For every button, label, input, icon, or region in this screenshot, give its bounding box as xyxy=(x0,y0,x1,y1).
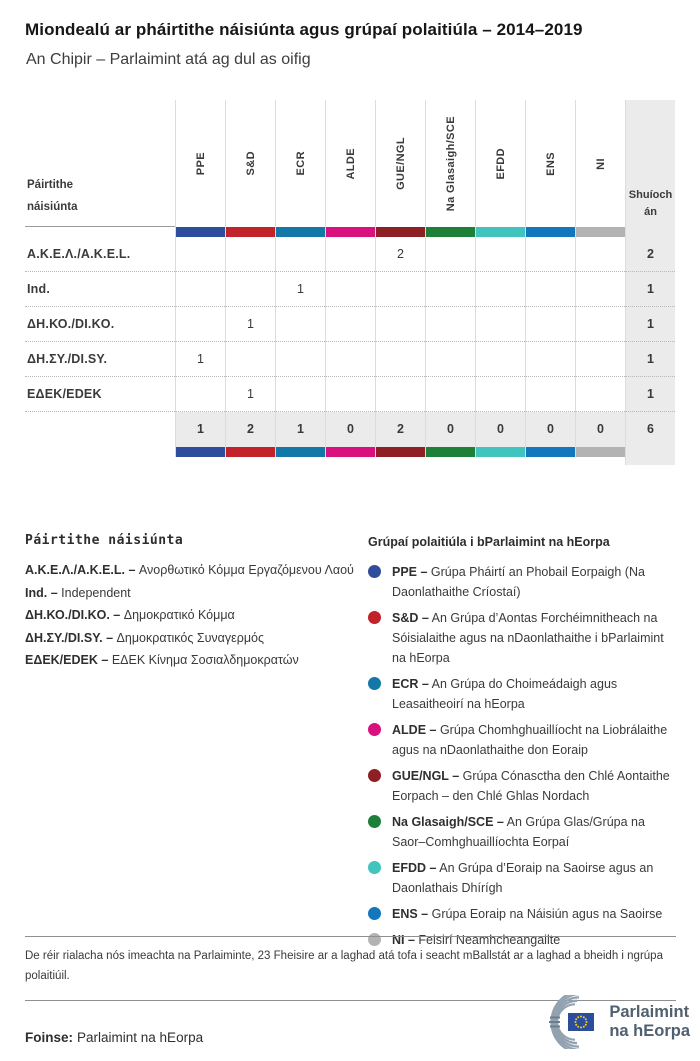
table-corner-header xyxy=(25,100,175,227)
legend-item-efdd: EFDD – An Grúpa d’Eoraip na Saoirse agus an Daonlathais Dhírígh xyxy=(368,858,676,898)
legend-item-glasaigh: Na Glasaigh/SCE – An Grúpa Glas/Grúpa na Saor–Comhghuaillíochta Eorpaí xyxy=(368,812,676,852)
ecr-color-dot xyxy=(368,677,381,690)
cell xyxy=(575,237,625,272)
group-color-bar-glasaigh xyxy=(425,447,475,457)
cell xyxy=(325,272,375,307)
cell xyxy=(175,237,225,272)
cell xyxy=(525,237,575,272)
cell: 1 xyxy=(275,272,325,307)
glasaigh-color-dot xyxy=(368,815,381,828)
cell xyxy=(425,307,475,342)
legend-item-alde: ALDE – Grúpa Chomhghuaillíocht na Liobrálaithe agus na nDaonlathaithe don Eoraip xyxy=(368,720,676,760)
total-cell: 2 xyxy=(375,412,425,447)
cell xyxy=(575,307,625,342)
legend-item: Ind. – Independent xyxy=(25,585,131,600)
group-color-bar-ppe xyxy=(175,227,225,237)
legend-item: ΕΔΕΚ/EDEK – ΕΔΕΚ Κίνημα Σοσιαλδημοκρατών xyxy=(25,653,299,667)
logo-text: Parlaimint na hEorpa xyxy=(609,1003,690,1040)
cell xyxy=(475,377,525,412)
efdd-color-dot xyxy=(368,861,381,874)
cell xyxy=(425,377,475,412)
column-header-ecr: ECR xyxy=(275,100,325,227)
guengl-color-dot xyxy=(368,769,381,782)
cell xyxy=(525,342,575,377)
seats-column-fill xyxy=(625,227,675,237)
total-cell: 2 xyxy=(225,412,275,447)
total-seats-cell: 6 xyxy=(625,412,675,447)
cell xyxy=(325,342,375,377)
cell xyxy=(275,307,325,342)
group-color-bar-sd xyxy=(225,227,275,237)
european-parliament-logo xyxy=(530,995,690,1049)
hemicycle-eu-flag-icon xyxy=(530,995,602,1049)
total-cell: 1 xyxy=(175,412,225,447)
legend-item: Α.Κ.Ε.Λ./A.K.E.L. – Ανορθωτικό Κόμμα Εργαζόμενου Λαού xyxy=(25,563,354,577)
cell xyxy=(475,307,525,342)
legend-item-ppe: PPE – Grúpa Pháirtí an Phobail Eorpaigh (Na Daonlathaithe Críostaí) xyxy=(368,562,676,602)
total-cell: 1 xyxy=(275,412,325,447)
seats-cell: 1 xyxy=(625,342,675,377)
group-color-bar-ens xyxy=(525,447,575,457)
alde-color-dot xyxy=(368,723,381,736)
group-color-bar-alde xyxy=(325,447,375,457)
seats-cell: 1 xyxy=(625,377,675,412)
cell: 2 xyxy=(375,237,425,272)
group-color-bar-sd xyxy=(225,447,275,457)
total-cell: 0 xyxy=(325,412,375,447)
spacer xyxy=(25,227,175,237)
page-subtitle: An Chipir – Parlaimint atá ag dul as oifig xyxy=(26,51,311,68)
total-cell: 0 xyxy=(475,412,525,447)
cell xyxy=(375,307,425,342)
cell: 1 xyxy=(175,342,225,377)
group-color-bar-guengl xyxy=(375,447,425,457)
legend-item: ΔΗ.ΚΟ./DI.KO. – Δημοκρατικό Κόμμα xyxy=(25,608,235,622)
spacer xyxy=(25,447,175,457)
legend-item: ΔΗ.ΣΥ./DI.SY. – Δημοκρατικός Συναγερμός xyxy=(25,630,265,645)
political-groups-legend xyxy=(368,535,676,956)
sd-color-dot xyxy=(368,611,381,624)
cell xyxy=(575,342,625,377)
column-header-sd: S&D xyxy=(225,100,275,227)
seats-column-footer xyxy=(625,447,675,465)
group-color-bar-efdd xyxy=(475,227,525,237)
column-header-efdd: EFDD xyxy=(475,100,525,227)
ens-color-dot xyxy=(368,907,381,920)
group-color-bar-ni xyxy=(575,227,625,237)
column-header-alde: ALDE xyxy=(325,100,375,227)
cell xyxy=(425,237,475,272)
column-header-ni: NI xyxy=(575,100,625,227)
legend-item-guengl: GUE/NGL – Grúpa Cónasctha den Chlé Aontaithe Eorpach – den Chlé Ghlas Nordach xyxy=(368,766,676,806)
cell xyxy=(475,272,525,307)
seats-cell: 1 xyxy=(625,307,675,342)
cell: 1 xyxy=(225,307,275,342)
party-label: Ind. xyxy=(25,272,175,307)
column-header-seats: Shuíochán xyxy=(625,100,675,227)
cell xyxy=(525,272,575,307)
party-label: Α.Κ.Ε.Λ./A.K.E.L. xyxy=(25,237,175,272)
legend-item-ni: NI – Feisirí Neamhcheangailte xyxy=(368,930,676,950)
cell xyxy=(175,307,225,342)
page-title: Miondealú ar pháirtithe náisiúnta agus grúpaí polaitiúla – 2014–2019 xyxy=(25,20,583,39)
cell xyxy=(325,307,375,342)
legend-title: Páirtithe náisiúnta xyxy=(25,533,184,548)
party-label: ΔΗ.ΣΥ./DI.SY. xyxy=(25,342,175,377)
group-color-bar-alde xyxy=(325,227,375,237)
cell xyxy=(225,342,275,377)
cell xyxy=(275,377,325,412)
seats-cell: 1 xyxy=(625,272,675,307)
source-label: Foinse: xyxy=(25,1030,74,1045)
group-color-bar-guengl xyxy=(375,227,425,237)
cell xyxy=(375,342,425,377)
cell xyxy=(525,307,575,342)
seats-cell: 2 xyxy=(625,237,675,272)
total-cell: 0 xyxy=(425,412,475,447)
cell xyxy=(275,342,325,377)
cell xyxy=(175,272,225,307)
ppe-color-dot xyxy=(368,565,381,578)
cell xyxy=(175,377,225,412)
legend-item-sd: S&D – An Grúpa d’Aontas Forchéimnitheach na Sóisialaithe agus na nDaonlathaithe i bParlaimint na hEorpa xyxy=(368,608,676,668)
group-color-bar-ni xyxy=(575,447,625,457)
cell xyxy=(225,237,275,272)
group-color-bar-ecr xyxy=(275,227,325,237)
column-header-glasaigh: Na Glasaigh/SCE xyxy=(425,100,475,227)
source-line: Foinse: Parlaimint na hEorpa xyxy=(25,1030,204,1045)
group-color-bar-ens xyxy=(525,227,575,237)
legend-item-ens: ENS – Grúpa Eoraip na Náisiún agus na Saoirse xyxy=(368,904,676,924)
seats-table xyxy=(25,100,676,457)
cell xyxy=(275,237,325,272)
cell xyxy=(375,272,425,307)
cell xyxy=(525,377,575,412)
cell xyxy=(475,342,525,377)
group-color-bar-efdd xyxy=(475,447,525,457)
cell xyxy=(575,377,625,412)
column-header-ens: ENS xyxy=(525,100,575,227)
row-header-label: Páirtithe náisiúnta xyxy=(27,179,78,213)
column-header-ppe: PPE xyxy=(175,100,225,227)
national-parties-legend xyxy=(25,533,355,672)
totals-row-spacer xyxy=(25,412,175,447)
cell xyxy=(325,237,375,272)
cell: 1 xyxy=(225,377,275,412)
cell xyxy=(225,272,275,307)
cell xyxy=(375,377,425,412)
group-color-bar-glasaigh xyxy=(425,227,475,237)
cell xyxy=(475,237,525,272)
cell xyxy=(425,272,475,307)
cell xyxy=(575,272,625,307)
total-cell: 0 xyxy=(575,412,625,447)
group-color-bar-ecr xyxy=(275,447,325,457)
total-cell: 0 xyxy=(525,412,575,447)
footnote: De réir rialacha nós imeachta na Parlaiminte, 23 Fheisire ar a laghad atá tofa i seacht mBallstát ar a laghad a bheidh i ngrúpa polaitiúil. xyxy=(25,936,676,1001)
legend-title: Grúpaí polaitiúla i bParlaimint na hEorpa xyxy=(368,535,610,549)
legend-item-ecr: ECR – An Grúpa do Choimeádaigh agus Leasaitheoirí na hEorpa xyxy=(368,674,676,714)
cell xyxy=(325,377,375,412)
column-header-guengl: GUE/NGL xyxy=(375,100,425,227)
group-color-bar-ppe xyxy=(175,447,225,457)
cell xyxy=(425,342,475,377)
party-label: ΕΔΕΚ/EDEK xyxy=(25,377,175,412)
party-label: ΔΗ.ΚΟ./DI.KO. xyxy=(25,307,175,342)
